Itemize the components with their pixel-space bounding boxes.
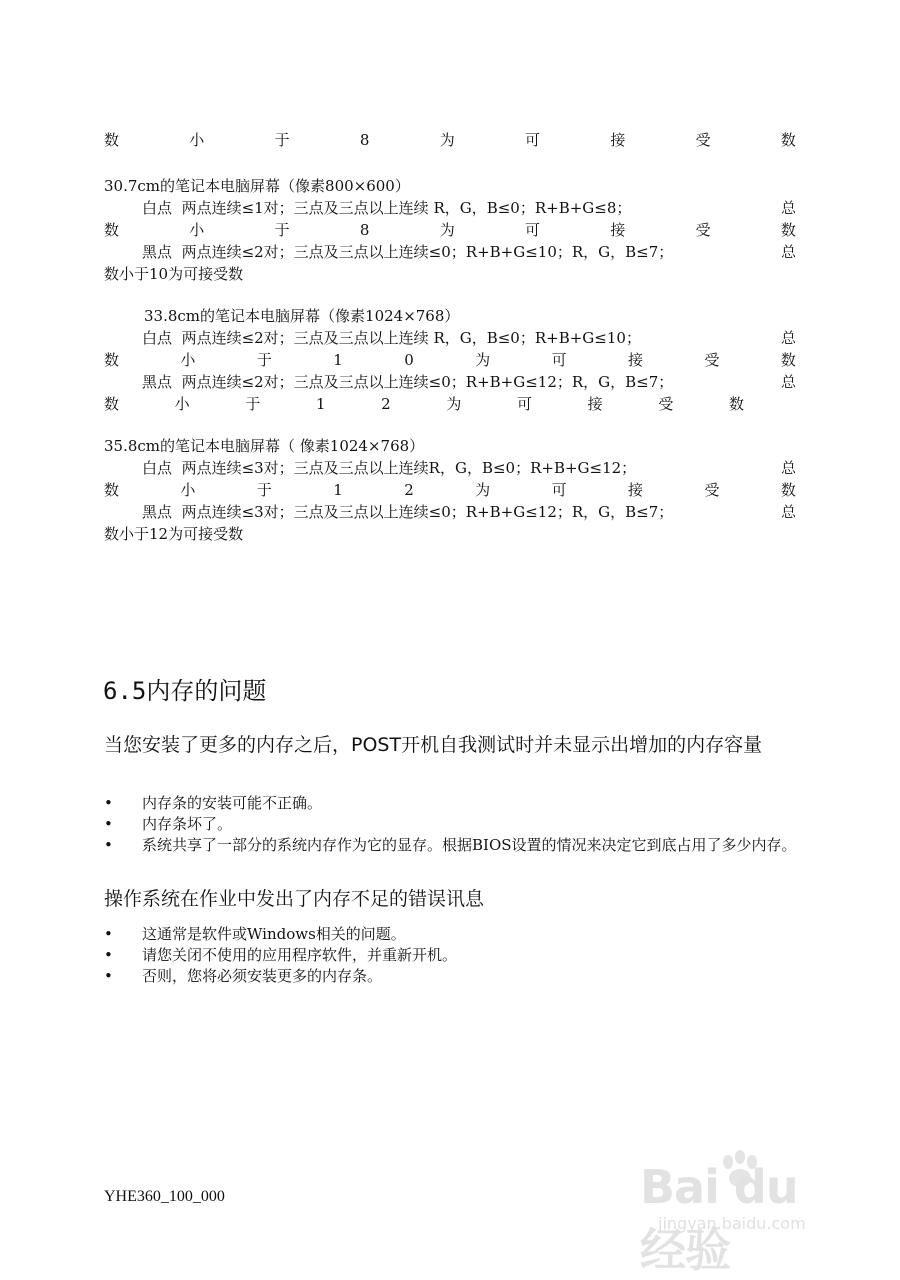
row-end-char: 总 [780, 243, 796, 261]
spec-title-35-8: 35.8cm的笔记本电脑屏幕（ 像素1024×768） [104, 437, 425, 455]
spread-char: 于 [274, 131, 290, 149]
black-point-text: 两点连续≤2对；三点及三点以上连续≤0；R+B+G≤12；R，G，B≤7； [181, 373, 674, 391]
white-point-text: 两点连续≤1对；三点及三点以上连续 R，G，B≤0；R+B+G≤8； [181, 199, 632, 217]
spread-char: 8 [359, 131, 370, 149]
spec-title-30-7: 30.7cm的笔记本电脑屏幕（像素800×600） [104, 177, 410, 195]
spread-char: 受 [695, 221, 711, 239]
spread-char: 数 [104, 221, 120, 239]
spread-char: 可 [517, 395, 533, 413]
spread-char: 数 [780, 131, 796, 149]
spread-char: 数 [780, 221, 796, 239]
list-item-text: 内存条坏了。 [142, 815, 233, 833]
subheading-os: 操作系统在作业中发出了内存不足的错误讯息 [104, 888, 485, 910]
spread-char: 接 [587, 395, 603, 413]
spec-title-33-8: 33.8cm的笔记本电脑屏幕（像素1024×768） [144, 307, 460, 325]
spread-char: 可 [525, 221, 541, 239]
black-point-row [104, 371, 796, 393]
spread-char: 数 [728, 395, 744, 413]
white-point-text: 两点连续≤2对；三点及三点以上连续 R，G，B≤0；R+B+G≤10； [181, 329, 641, 347]
bullet-icon: • [104, 967, 113, 985]
white-point-row [104, 197, 796, 219]
white-point-row [104, 327, 796, 349]
watermark-brand: Bai du 经验 [640, 1160, 798, 1277]
spread-char: 为 [475, 481, 491, 499]
list-item [104, 835, 798, 856]
bullet-icon: • [104, 815, 113, 833]
spread-line-c1 [104, 349, 796, 371]
spread-char: 小 [180, 351, 196, 369]
baidu-watermark [640, 1150, 850, 1277]
spread-char: 小 [180, 481, 196, 499]
black-point-text: 两点连续≤2对；三点及三点以上连续≤0；R+B+G≤10；R，G，B≤7； [181, 243, 674, 261]
row-end-char: 总 [780, 503, 796, 521]
list-item-text: 请您关闭不使用的应用程序软件，并重新开机。 [142, 946, 458, 964]
spread-char: 可 [525, 131, 541, 149]
list-item-text: 否则，您将必须安装更多的内存条。 [142, 967, 383, 985]
bullet-icon: • [104, 836, 113, 854]
list-item [104, 966, 798, 987]
spread-char: 于 [256, 351, 272, 369]
spread-char: 数 [104, 131, 120, 149]
black-point-row [104, 501, 796, 523]
spread-char: 受 [658, 395, 674, 413]
spread-char: 为 [446, 395, 462, 413]
spread-char: 小 [174, 395, 190, 413]
spread-line-d [104, 479, 796, 501]
section-heading: 6.5内存的问题 [103, 677, 267, 705]
white-point-label: 白点 [142, 329, 173, 347]
spread-char: 数 [780, 481, 796, 499]
white-point-label: 白点 [142, 459, 173, 477]
spread-char: 数 [104, 481, 120, 499]
spread-char: 接 [628, 351, 644, 369]
black-point-label: 黑点 [142, 503, 173, 521]
spread-line-b [104, 219, 796, 241]
row-end-char: 总 [780, 199, 796, 217]
spread-char: 为 [475, 351, 491, 369]
row-end-char: 总 [780, 373, 796, 391]
spread-char: 为 [439, 221, 455, 239]
document-code: YHE360_100_000 [104, 1188, 225, 1205]
black-point-label: 黑点 [142, 243, 173, 261]
black-point-text: 两点连续≤3对；三点及三点以上连续≤0；R+B+G≤12；R，G，B≤7； [181, 503, 674, 521]
list-item [104, 924, 798, 945]
bullet-icon: • [104, 794, 113, 812]
list-item-text: 内存条的安装可能不正确。 [142, 794, 323, 812]
subheading-post: 当您安装了更多的内存之后，POST开机自我测试时并未显示出增加的内存容量 [104, 734, 763, 756]
spread-char: 数 [104, 395, 120, 413]
spread-char: 接 [628, 481, 644, 499]
black-point-continuation: 数小于12为可接受数 [104, 525, 244, 543]
list-item [104, 814, 798, 835]
list-item [104, 793, 798, 814]
spread-char: 1 [333, 481, 343, 499]
spread-char: 于 [245, 395, 261, 413]
white-point-label: 白点 [142, 199, 173, 217]
spread-line-c2 [104, 393, 744, 415]
black-point-label: 黑点 [142, 373, 173, 391]
spread-char: 2 [381, 395, 391, 413]
watermark-site: jingyan.baidu.com [658, 1214, 806, 1233]
spread-char: 可 [551, 351, 567, 369]
white-point-text: 两点连续≤3对；三点及三点以上连续R，G，B≤0；R+B+G≤12； [181, 459, 637, 477]
black-point-row [104, 241, 796, 263]
spread-line-a [104, 129, 796, 151]
spread-char: 可 [551, 481, 567, 499]
spread-char: 于 [256, 481, 272, 499]
spread-char: 1 [315, 395, 326, 413]
spread-char: 小 [189, 131, 205, 149]
row-end-char: 总 [780, 329, 796, 347]
spread-char: 受 [704, 351, 720, 369]
spread-char: 数 [780, 351, 796, 369]
list-item-text: 系统共享了一部分的系统内存作为它的显存。根据BIOS设置的情况来决定它到底占用了多少内存。 [142, 836, 797, 854]
spread-char: 于 [274, 221, 290, 239]
spread-char: 2 [404, 481, 414, 499]
white-point-row [104, 457, 796, 479]
spread-char: 受 [695, 131, 711, 149]
black-point-continuation: 数小于10为可接受数 [104, 265, 244, 283]
spread-char: 1 [333, 351, 343, 369]
spread-char: 小 [189, 221, 205, 239]
bullet-icon: • [104, 925, 113, 943]
list-item [104, 945, 798, 966]
spread-char: 受 [704, 481, 720, 499]
spread-char: 为 [439, 131, 455, 149]
list-item-text: 这通常是软件或Windows相关的问题。 [142, 925, 406, 943]
spread-char: 接 [610, 131, 626, 149]
spread-char: 数 [104, 351, 120, 369]
spread-char: 接 [610, 221, 626, 239]
spread-char: 0 [404, 351, 414, 369]
bullet-icon: • [104, 946, 113, 964]
row-end-char: 总 [780, 459, 796, 477]
spread-char: 8 [359, 221, 370, 239]
